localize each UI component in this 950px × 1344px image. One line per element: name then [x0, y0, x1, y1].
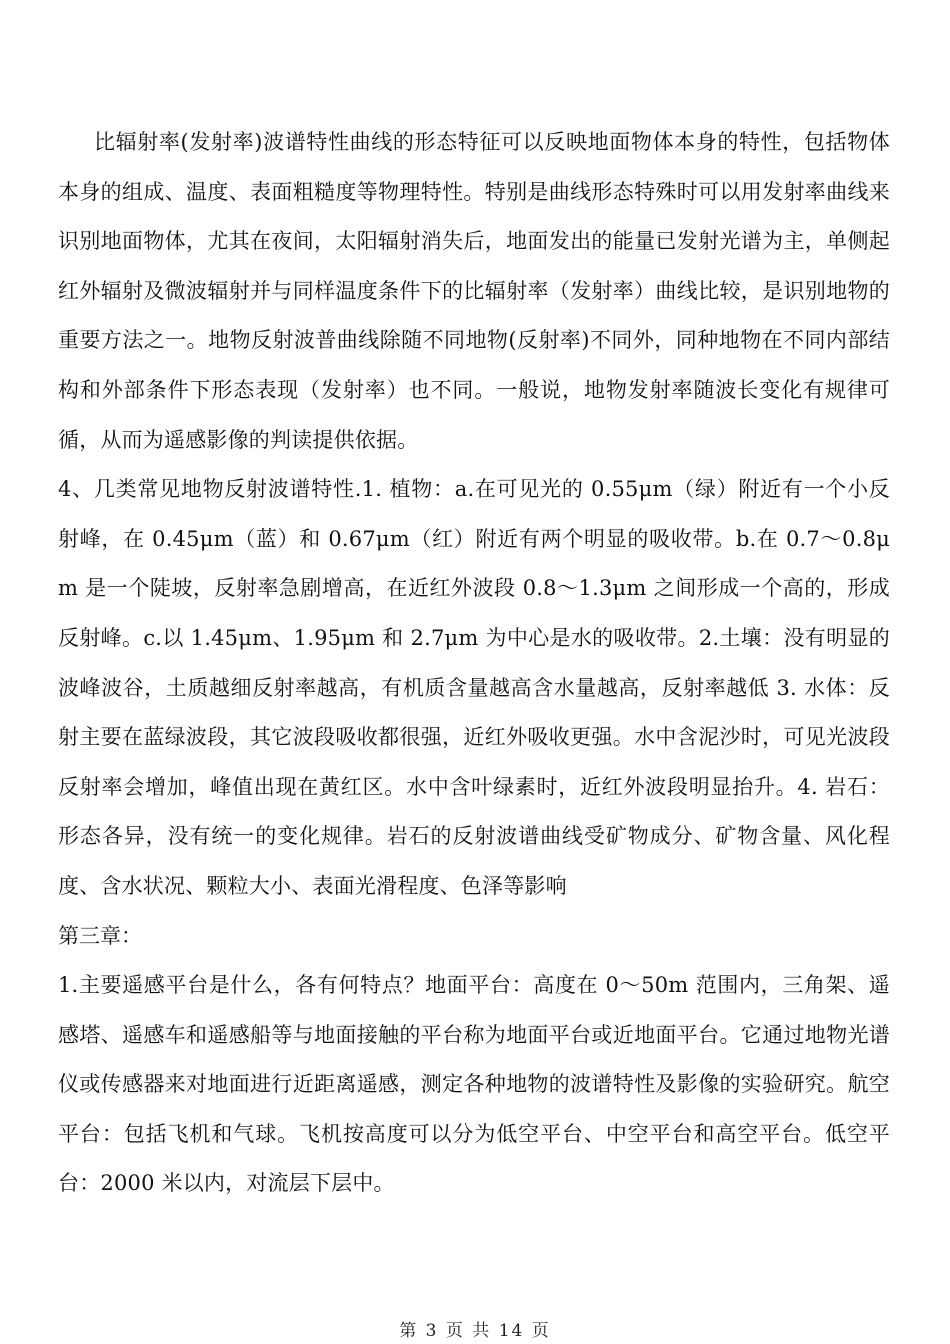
page-footer: 第 3 页 共 14 页 — [399, 1321, 551, 1341]
paragraph-remote-sensing-platforms: 1.主要遥感平台是什么，各有何特点？地面平台：高度在 0～50m 范围内，三角架、遥感塔、遥感车和遥感船等与地面接触的平台称为地面平台或近地面平台。它通过地物光谱仪或传感器来对地面进行近距离遥感，测定各种地物的波谱特性及影像的实验研究。航空平台：包括飞机和气球。飞机按高度可以分为低空平台、中空平台和高空平台。低空平台：2000 米以内，对流层下层中。 — [58, 973, 890, 1196]
document-body — [58, 118, 890, 1209]
paragraph-emissivity: 比辐射率(发射率)波谱特性曲线的形态特征可以反映地面物体本身的特性，包括物体本身的组成、温度、表面粗糙度等物理特性。特别是曲线形态特殊时可以用发射率曲线来识别地面物体，尤其在夜间，太阳辐射消失后，地面发出的能量已发射光谱为主，单侧起红外辐射及微波辐射并与同样温度条件下的比辐射率（发射率）曲线比较，是识别地物的重要方法之一。地物反射波普曲线除随不同地物(反射率)不同外，同种地物在不同内部结构和外部条件下形态表现（发射率）也不同。一般说，地物发射率随波长变化有规律可循，从而为遥感影像的判读提供依据。 — [58, 130, 890, 452]
chapter-heading: 第三章： — [58, 923, 142, 948]
paragraph-reflectance-spectra: 4、几类常见地物反射波谱特性.1. 植物：a.在可见光的 0.55μm（绿）附近有一个小反射峰，在 0.45μm（蓝）和 0.67μm（红）附近有两个明显的吸收带。b.在 0.7～0.8μm 是一个陡坡，反射率急剧增高，在近红外波段 0.8～1.3μm 之间形成一个高的，形成反射峰。c.以 1.45μm、1.95μm 和 2.7μm 为中心是水的吸收带。2.土壤：没有明显的波峰波谷，土质越细反射率越高，有机质含量越高含水量越高，反射率越低 3. 水体：反射主要在蓝绿波段，其它波段吸收都很强，近红外吸收更强。水中含泥沙时，可见光波段反射率会增加，峰值出现在黄红区。水中含叶绿素时，近红外波段明显抬升。4. 岩石：形态各异，没有统一的变化规律。岩石的反射波谱曲线受矿物成分、矿物含量、风化程度、含水状况、颗粒大小、表面光滑程度、色泽等影响 — [58, 477, 890, 898]
